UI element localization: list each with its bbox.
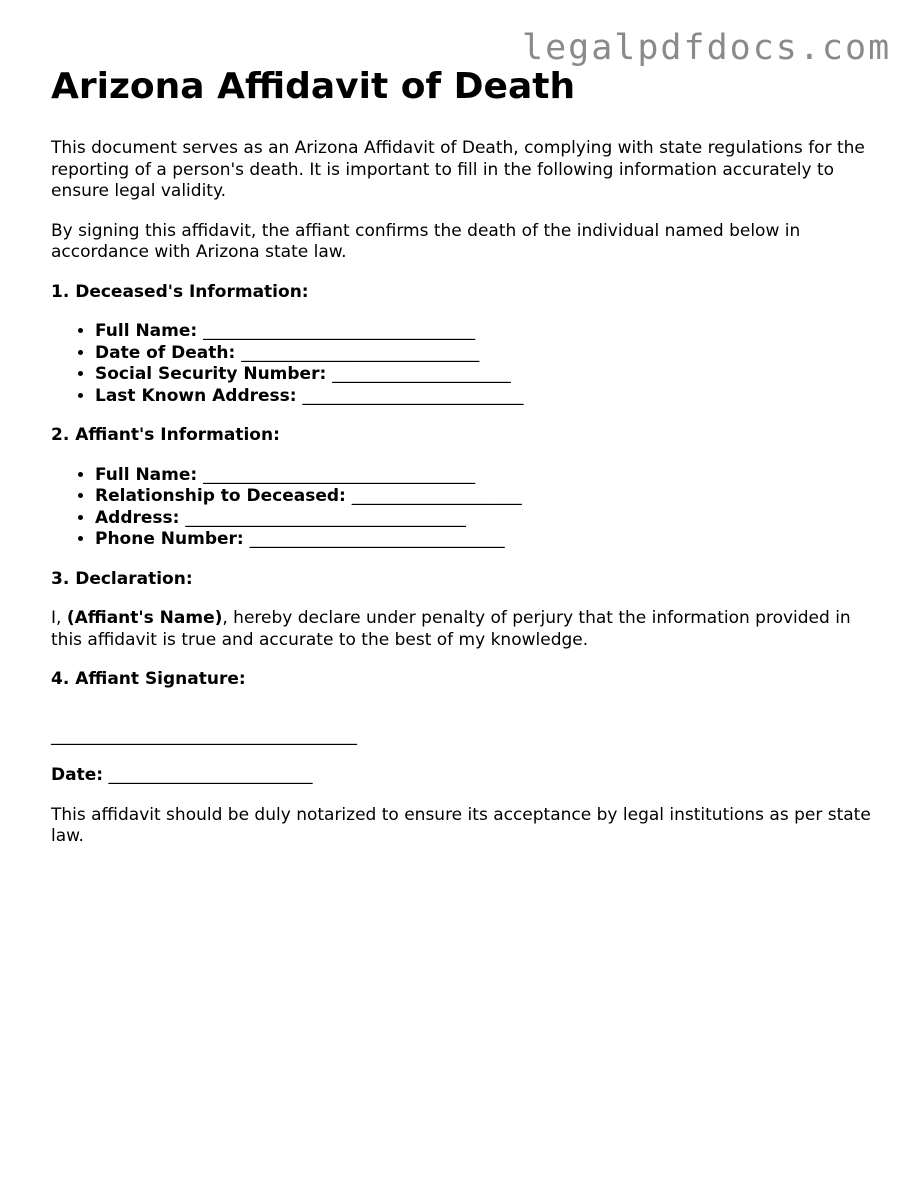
closing-paragraph: This affidavit should be duly notarized to ensure its acceptance by legal institutions as per state law. [51, 804, 871, 846]
deceased-full-name-field [95, 321, 871, 343]
field-label: Date of Death: [95, 342, 236, 363]
date-label: Date: [51, 765, 104, 785]
signature-heading: 4. Affiant Signature: [51, 669, 246, 689]
fill-in-blank[interactable]: ____________________ [351, 486, 522, 506]
intro-paragraph: By signing this affidavit, the affiant confirms the death of the individual named below in accordance with Arizona state law. [51, 220, 801, 262]
fill-in-blank[interactable]: ____________________________ [241, 342, 480, 363]
field-label: Full Name: [95, 321, 198, 341]
fill-in-blank[interactable]: __________________________ [302, 385, 524, 406]
deceased-section-heading: 1. Deceased's Information: [51, 281, 309, 302]
affiant-phone-field [95, 529, 871, 551]
fill-in-blank[interactable]: ________________________________ [203, 321, 476, 341]
signature-line[interactable]: ____________________________________ [51, 725, 357, 746]
affiant-section-heading: 2. Affiant's Information: [51, 425, 280, 445]
deceased-ssn-field [95, 364, 871, 386]
fill-in-blank[interactable]: ________________________________ [203, 464, 476, 485]
fill-in-blank[interactable]: _________________________________ [185, 507, 466, 528]
watermark: legalpdfdocs.com [522, 28, 892, 68]
declaration-heading: 3. Declaration: [51, 568, 193, 589]
deceased-date-of-death-field [95, 343, 871, 365]
deceased-field-list [51, 321, 871, 407]
affiant-field-list [51, 465, 871, 551]
fill-in-blank[interactable]: ______________________________ [249, 529, 505, 549]
declaration-paragraph [51, 608, 871, 651]
field-label: Relationship to Deceased: [95, 486, 346, 506]
affiant-name-placeholder: (Affiant's Name) [66, 608, 223, 628]
intro-paragraph: This document serves as an Arizona Affidavit of Death, complying with state regulations for the reporting of a person's death. It is important to fill in the following information accurately to ensure legal validity. [51, 138, 865, 201]
affiant-relationship-field [95, 486, 871, 508]
declaration-prefix: I, [51, 608, 67, 628]
page-title: Arizona Affidavit of Death [51, 66, 576, 107]
signature-date-field [51, 765, 871, 787]
field-label: Phone Number: [95, 529, 244, 549]
field-label: Last Known Address: [95, 385, 297, 406]
field-label: Social Security Number: [95, 364, 327, 384]
declaration-text: , hereby declare under penalty of perjury that the information provided in this affidavit is true and accurate to the best of my knowledge. [51, 608, 851, 650]
affiant-address-field [95, 508, 871, 530]
document-body [51, 64, 871, 866]
field-label: Address: [95, 507, 180, 528]
field-label: Full Name: [95, 464, 198, 485]
affiant-full-name-field [95, 465, 871, 487]
fill-in-blank[interactable]: _____________________ [332, 364, 511, 384]
deceased-address-field [95, 386, 871, 408]
date-blank[interactable]: ________________________ [108, 765, 313, 785]
